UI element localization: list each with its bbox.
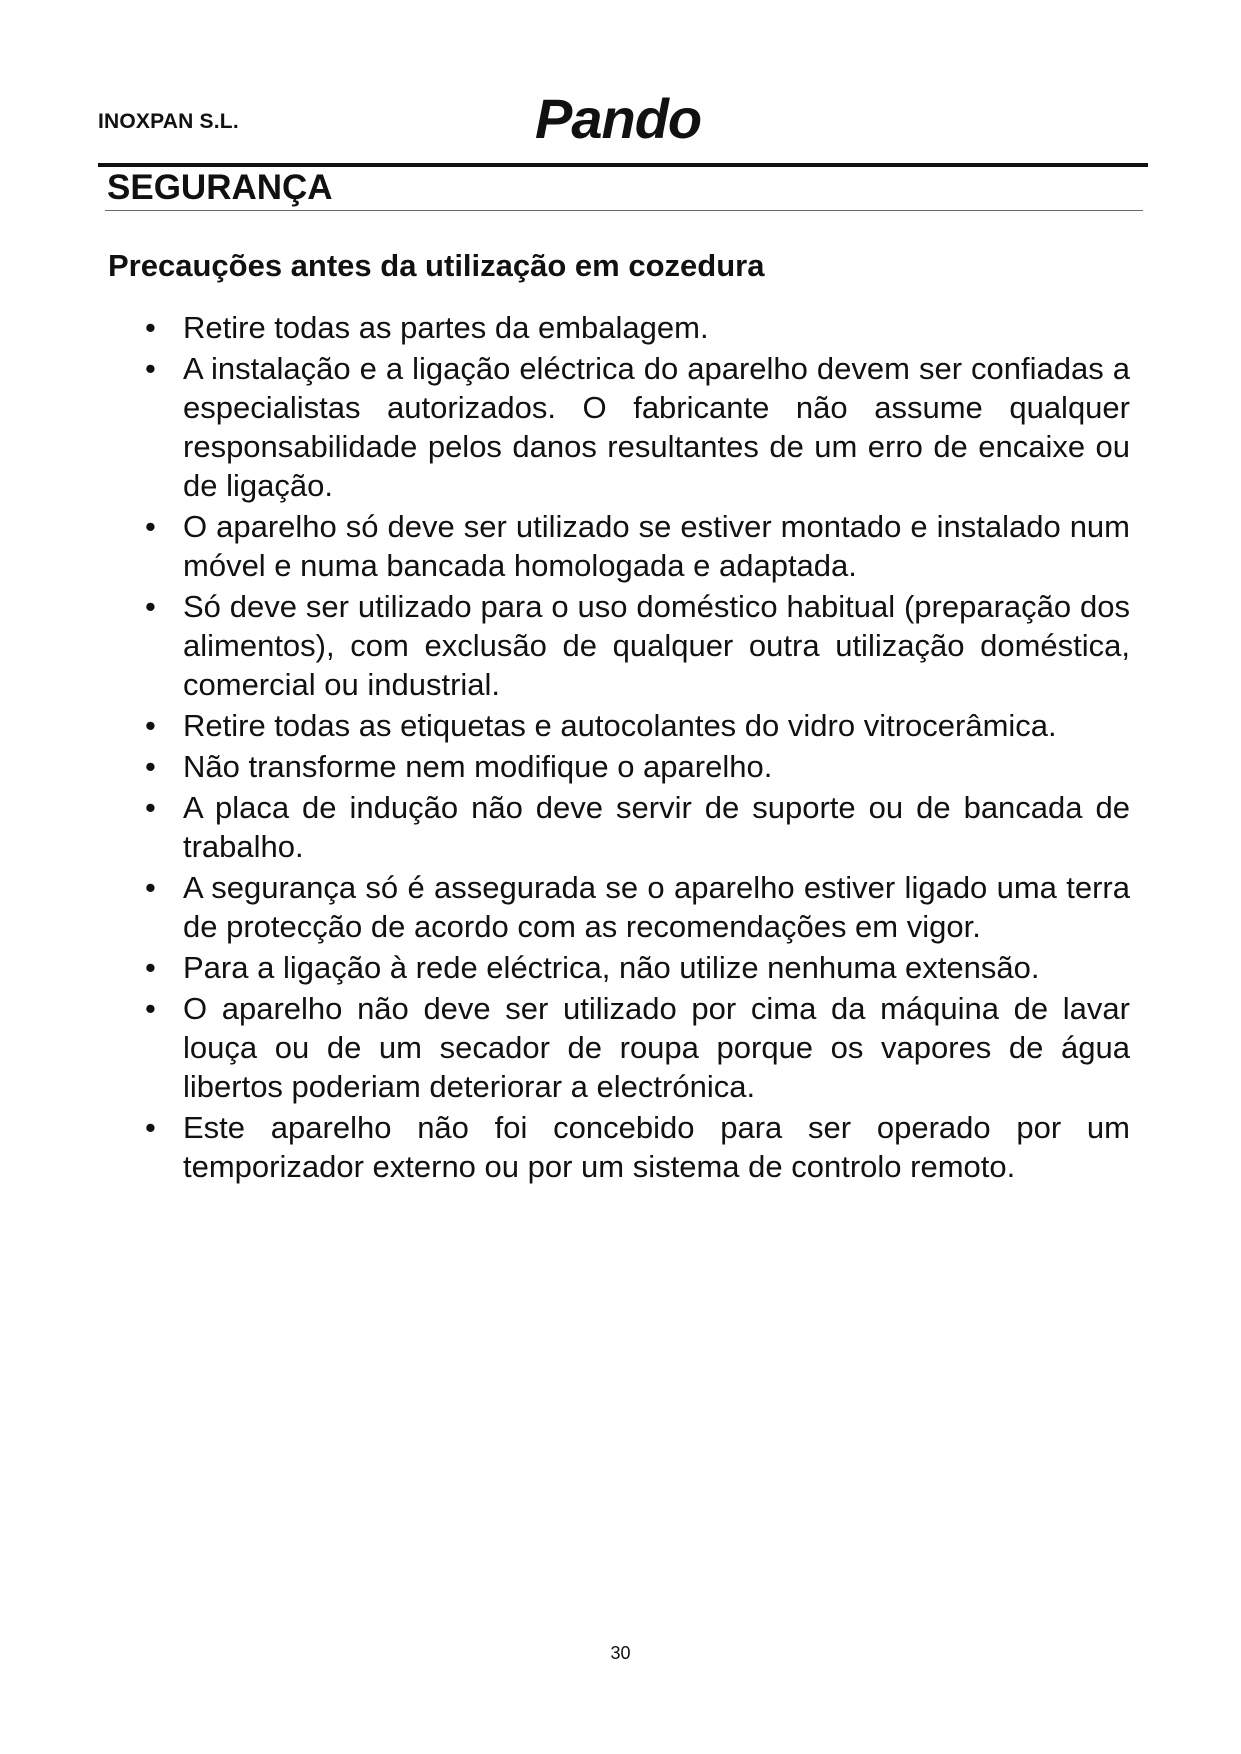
precautions-list — [145, 308, 1130, 1188]
list-item — [145, 948, 1130, 987]
header-divider — [98, 163, 1148, 167]
list-item — [145, 587, 1130, 704]
list-item-text: A placa de indução não deve servir de suporte ou de bancada de trabalho. — [183, 790, 1130, 864]
list-item-text: O aparelho só deve ser utilizado se estiver montado e instalado num móvel e numa bancada homologada e adaptada. — [183, 509, 1130, 583]
page-number: 30 — [610, 1643, 631, 1663]
bullet-icon: • — [145, 991, 156, 1026]
bullet-icon: • — [145, 749, 156, 784]
bullet-icon: • — [145, 950, 156, 985]
list-item — [145, 308, 1130, 347]
list-item — [145, 349, 1130, 505]
list-item-text: Não transforme nem modifique o aparelho. — [183, 749, 773, 784]
list-item — [145, 1108, 1130, 1186]
list-item-text: A instalação e a ligação eléctrica do aparelho devem ser confiadas a especialistas autorizados. O fabricante não assume qualquer responsabilidade pelos danos resultantes de um erro de encaixe ou de ligação. — [183, 351, 1130, 503]
list-item — [145, 868, 1130, 946]
list-item — [145, 788, 1130, 866]
bullet-icon: • — [145, 509, 156, 544]
bullet-icon: • — [145, 870, 156, 905]
list-item-text: Retire todas as etiquetas e autocolantes do vidro vitrocerâmica. — [183, 708, 1057, 743]
section-title: SEGURANÇA — [107, 168, 333, 207]
bullet-icon: • — [145, 708, 156, 743]
list-item-text: O aparelho não deve ser utilizado por cima da máquina de lavar louça ou de um secador de roupa porque os vapores de água libertos poderiam deteriorar a electrónica. — [183, 991, 1130, 1104]
bullet-icon: • — [145, 589, 156, 624]
list-item-text: Este aparelho não foi concebido para ser operado por um temporizador externo ou por um sistema de controlo remoto. — [183, 1110, 1130, 1184]
list-item-text: A segurança só é assegurada se o aparelho estiver ligado uma terra de protecção de acordo com as recomendações em vigor. — [183, 870, 1130, 944]
list-item — [145, 989, 1130, 1106]
list-item-text: Retire todas as partes da embalagem. — [183, 310, 709, 345]
section-divider — [105, 210, 1143, 211]
bullet-icon: • — [145, 310, 156, 345]
list-item — [145, 747, 1130, 786]
list-item-text: Para a ligação à rede eléctrica, não utilize nenhuma extensão. — [183, 950, 1040, 985]
list-item-text: Só deve ser utilizado para o uso doméstico habitual (preparação dos alimentos), com exclusão de qualquer outra utilização doméstica, comercial ou industrial. — [183, 589, 1130, 702]
bullet-icon: • — [145, 1110, 156, 1145]
list-item — [145, 706, 1130, 745]
company-name: INOXPAN S.L. — [98, 110, 239, 133]
brand-logo: Pando — [535, 87, 702, 150]
list-item — [145, 507, 1130, 585]
subheading: Precauções antes da utilização em cozedura — [108, 248, 765, 283]
bullet-icon: • — [145, 351, 156, 386]
bullet-icon: • — [145, 790, 156, 825]
